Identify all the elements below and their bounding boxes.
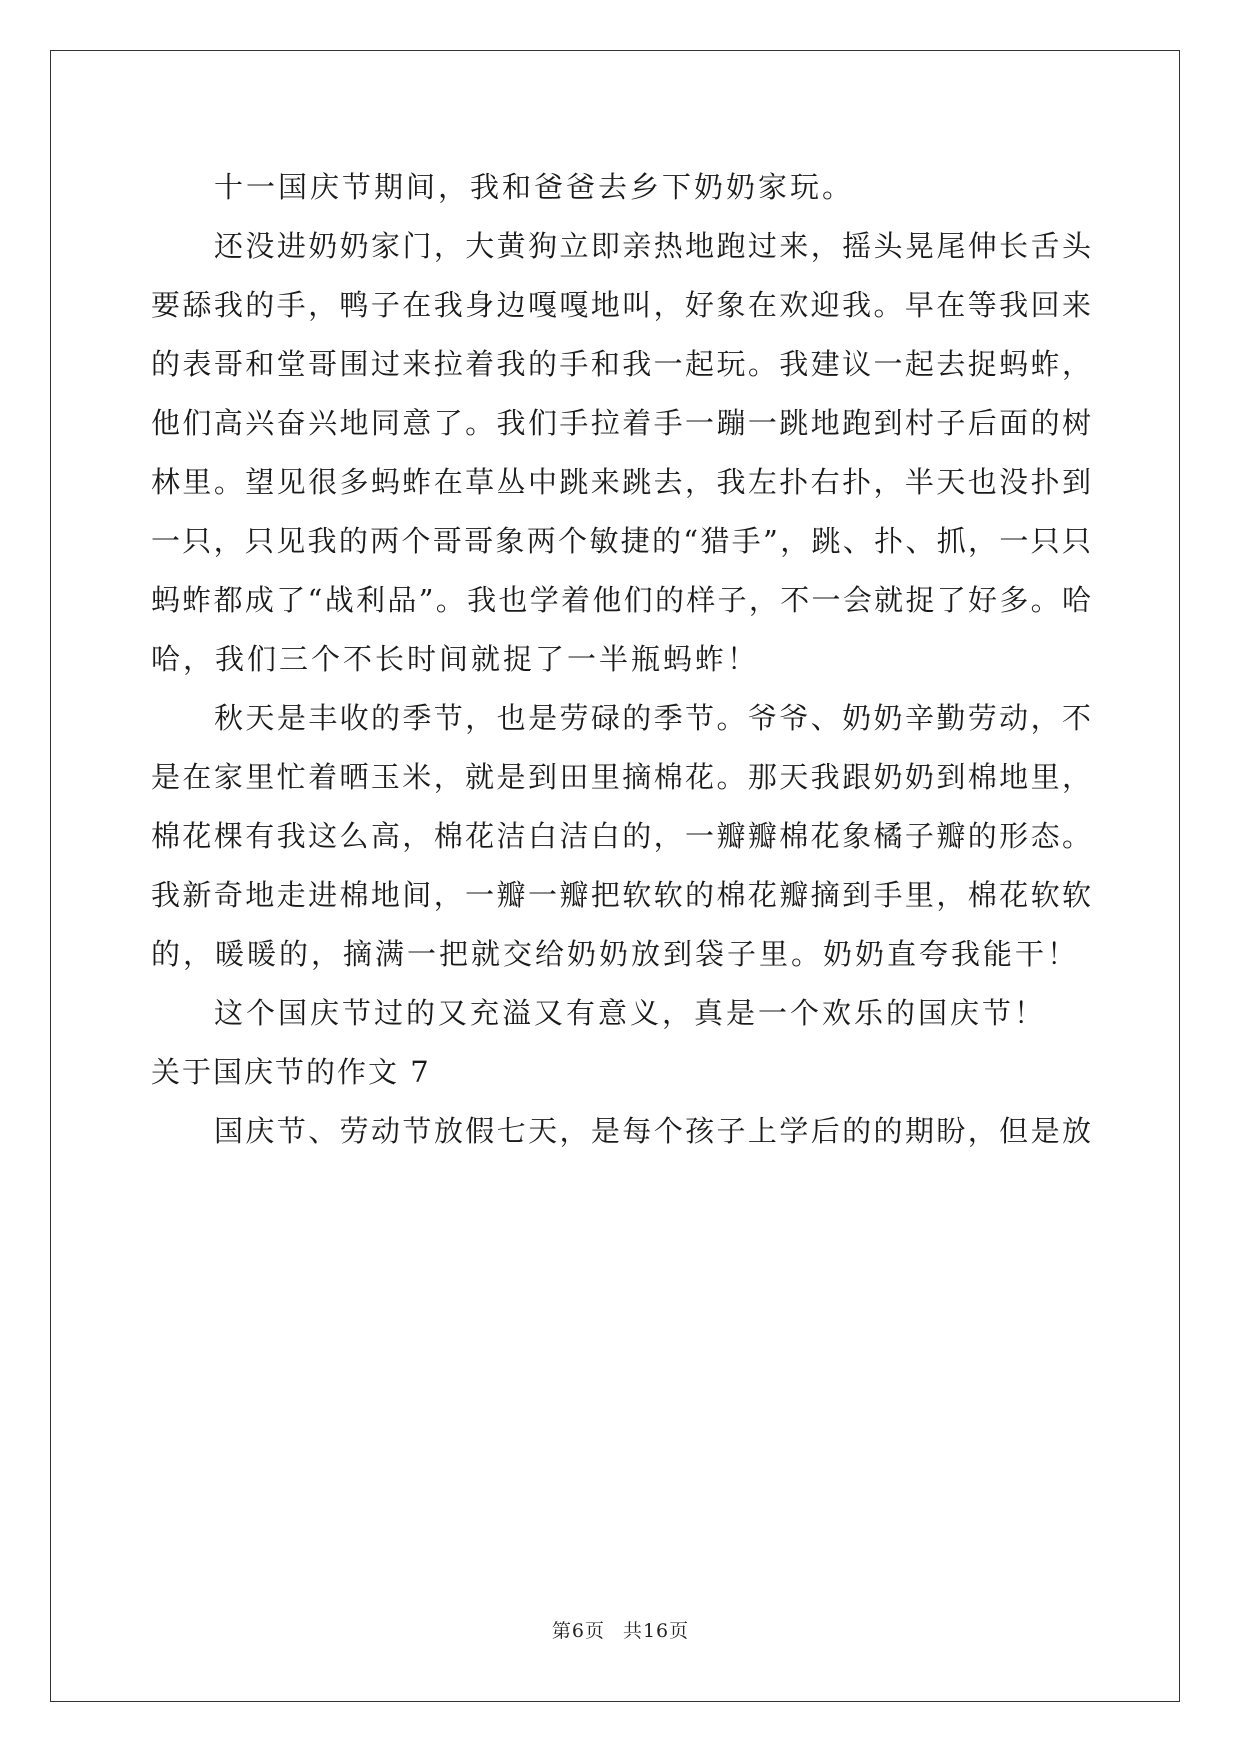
paragraph-line: 哈，我们三个不长时间就捉了一半瓶蚂蚱！ [151, 642, 760, 676]
page-number: 第6页 [551, 1620, 605, 1642]
paragraph-line: 棉花棵有我这么高，棉花洁白洁白的，一瓣瓣棉花象橘子瓣的形态。 [151, 819, 1091, 853]
paragraph-line: 是在家里忙着晒玉米，就是到田里摘棉花。那天我跟奶奶到棉地里， [151, 760, 1091, 794]
paragraph-line: 一只，只见我的两个哥哥象两个敏捷的“猎手”，跳、扑、抓，一只只 [151, 524, 1091, 558]
paragraph-line: 十一国庆节期间，我和爸爸去乡下奶奶家玩。 [214, 170, 855, 204]
paragraph-line: 还没进奶奶家门，大黄狗立即亲热地跑过来，摇头晃尾伸长舌头 [214, 229, 1091, 263]
paragraph-line: 我新奇地走进棉地间，一瓣一瓣把软软的棉花瓣摘到手里，棉花软软 [151, 878, 1091, 912]
page-total: 共16页 [622, 1620, 690, 1642]
paragraph-line: 要舔我的手，鸭子在我身边嘎嘎地叫，好象在欢迎我。早在等我回来 [151, 288, 1091, 322]
paragraph-line: 的，暖暖的，摘满一把就交给奶奶放到袋子里。奶奶直夸我能干！ [151, 937, 1080, 971]
paragraph-line: 他们高兴奋兴地同意了。我们手拉着手一蹦一跳地跑到村子后面的树 [151, 406, 1091, 440]
paragraph-line: 林里。望见很多蚂蚱在草丛中跳来跳去，我左扑右扑，半天也没扑到 [151, 465, 1091, 499]
paragraph-line: 国庆节、劳动节放假七天，是每个孩子上学后的的期盼，但是放 [214, 1114, 1091, 1148]
document-body [151, 158, 1091, 1161]
paragraph-line: 的表哥和堂哥围过来拉着我的手和我一起玩。我建议一起去捉蚂蚱， [151, 347, 1091, 381]
paragraph-line: 这个国庆节过的又充溢又有意义，真是一个欢乐的国庆节！ [214, 996, 1047, 1030]
page-footer [0, 1616, 1241, 1643]
section-heading: 关于国庆节的作文 7 [151, 1055, 431, 1089]
paragraph-line: 秋天是丰收的季节，也是劳碌的季节。爷爷、奶奶辛勤劳动，不 [214, 701, 1091, 735]
paragraph-line: 蚂蚱都成了“战利品”。我也学着他们的样子，不一会就捉了好多。哈 [151, 583, 1091, 617]
